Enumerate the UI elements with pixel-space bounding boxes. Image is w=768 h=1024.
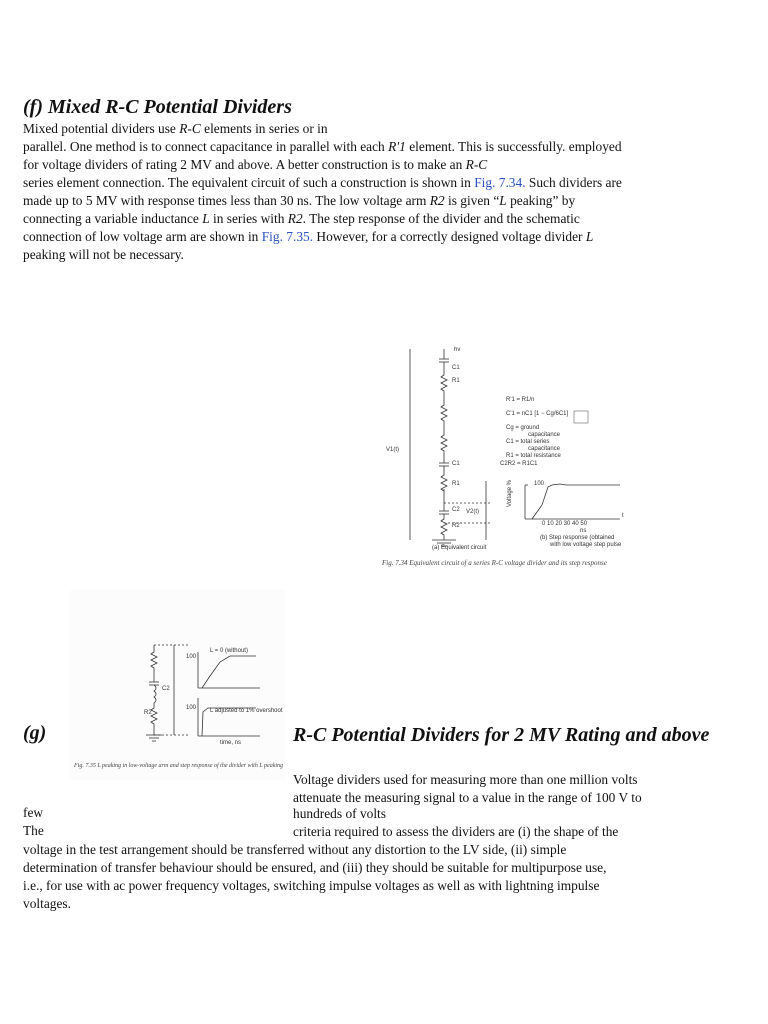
text-run: L: [202, 211, 210, 226]
text-run: is given “: [444, 193, 500, 208]
text-run: R2: [287, 211, 303, 226]
text-run: in series with: [209, 211, 288, 226]
text-run: elements in series or in: [200, 121, 328, 136]
section-g-body: [23, 841, 723, 913]
section-f-line: [23, 192, 723, 210]
text-run: made up to 5 MV with response times less than 30 ns. The low voltage arm: [23, 193, 430, 208]
fig35-top-note: L = 0 (without): [210, 648, 248, 654]
fig34-caption-b1: (b) Step response (obtained: [540, 535, 615, 541]
text-run: A better construction is to make an: [275, 157, 466, 172]
section-f-line: [23, 120, 723, 138]
text-run: R-C: [465, 157, 488, 172]
section-g-body-line: voltages.: [23, 896, 71, 911]
section-g-line-4-wrap: [293, 823, 618, 841]
figure-link[interactable]: Fig. 7.35.: [261, 229, 314, 244]
text-run: . The step response of the divider and the schematic: [302, 211, 580, 226]
fig34-legend-1: Cg = ground: [506, 425, 540, 431]
figure-7-35: [70, 590, 285, 780]
fig34-y100: 100: [534, 481, 545, 487]
fig35-y100-bottom: 100: [186, 705, 197, 711]
section-f-line: [23, 246, 723, 264]
text-run: connecting a variable inductance: [23, 211, 203, 226]
section-f-paragraph: [23, 120, 723, 264]
figure-7-34: [382, 335, 682, 575]
fig34-caption-a: (a) Equivalent circuit: [432, 545, 487, 551]
text-run: peaking” by: [506, 193, 576, 208]
fig34-label-r1b: R1: [452, 481, 460, 487]
fig34-label-v2: V2(t): [466, 509, 480, 515]
section-g-line-4: criteria required to assess the dividers are (i) the shape of the: [293, 824, 619, 839]
section-g-heading: R-C Potential Dividers for 2 MV Rating and above: [293, 724, 710, 746]
section-g-line-2: attenuate the measuring signal to a value in the range of 100 V to: [293, 790, 642, 805]
fig34-label-c1b: C1: [452, 461, 460, 467]
section-f-line: [23, 156, 723, 174]
fig34-tlabel: t: [622, 513, 624, 519]
section-g-body-line: i.e., for use with ac power frequency voltages, switching impulse voltages as well as with lightning impulse: [23, 878, 600, 893]
bracket-term: [574, 411, 588, 423]
section-g-label: (g): [23, 722, 47, 744]
section-g-body-line: determination of transfer behaviour should be ensured, and (iii) they should be suitable for multipurpose use,: [23, 860, 607, 875]
section-g-intro: [293, 771, 642, 807]
text-run: L: [585, 229, 594, 244]
fig34-caption-b2: with low voltage step pulse: [550, 542, 622, 548]
section-f-line: [23, 174, 723, 192]
text-run: connection of low voltage arm are shown in: [23, 229, 262, 244]
fig34-label-r1: R1: [452, 378, 460, 384]
text-run: series element connection. The equivalent circuit of such a construction is shown in: [23, 175, 475, 190]
fig34-label-v1: V1(t): [386, 447, 400, 453]
text-run: L: [499, 193, 507, 208]
fig34-legend-1b: capacitance: [528, 432, 561, 438]
fig34-xunit: ns: [580, 528, 587, 534]
fig34-label-c1: C1: [452, 365, 460, 371]
section-f-line: [23, 228, 723, 246]
text-run: peaking will not be necessary.: [23, 247, 184, 262]
text-run: However, for a correctly designed voltage divider: [313, 229, 586, 244]
text-run: R'1: [388, 139, 406, 154]
text-run: parallel. One method is to connect capacitance in parallel with each: [23, 139, 389, 154]
text-run: element. This is successfully. employed: [405, 139, 622, 154]
text-run: for voltage dividers of rating 2 MV and above.: [23, 157, 276, 172]
figure-7-34-caption: Fig. 7.34 Equivalent circuit of a series R-C voltage divider and its step response: [382, 559, 607, 567]
fig35-label-r2: R2: [144, 710, 152, 716]
fig34-legend-2: C1 = total series: [506, 439, 550, 445]
figure-7-35-caption: Fig. 7.35 L peaking in low-voltage arm and step response of the divider with L peaking: [74, 763, 284, 769]
fig35-label-c2: C2: [162, 686, 170, 692]
section-g-the: The: [23, 823, 44, 838]
fig34-eq2: C'1 = nC1 [1 − Cg/6C1]: [506, 411, 569, 417]
section-g-line-1: Voltage dividers used for measuring more than one million volts: [293, 772, 638, 787]
fig34-legend-3: R1 = total resistance: [506, 453, 561, 459]
fig34-label-r2: R2: [452, 523, 460, 529]
section-f-line: [23, 210, 723, 228]
section-g-few: few: [23, 805, 44, 820]
figure-link[interactable]: Fig. 7.34.: [474, 175, 526, 190]
fig34-legend-2b: capacitance: [528, 446, 561, 452]
text-run: Mixed potential dividers use: [23, 121, 180, 136]
figure-7-35-diagram: [70, 590, 285, 760]
text-run: R2: [429, 193, 445, 208]
section-f-line: [23, 138, 723, 156]
section-g-body-line: voltage in the test arrangement should be transferred without any distortion to the LV side, (ii) simple: [23, 842, 567, 857]
fig35-xunit: time, ns: [220, 740, 242, 746]
fig34-eq3: C2R2 = R1C1: [500, 461, 538, 467]
fig34-label-hv: hv: [454, 347, 461, 353]
section-f-heading: (f) Mixed R-C Potential Dividers: [23, 96, 292, 118]
fig35-bottom-note: L adjusted to 1% overshoot: [210, 708, 283, 714]
fig34-xticks: 0 10 20 30 40 50: [542, 521, 588, 527]
section-g-line-3-wrap: [293, 805, 386, 823]
text-run: Such dividers are: [525, 175, 622, 190]
fig35-y100-top: 100: [186, 654, 197, 660]
fig34-yaxis: Voltage %: [507, 479, 513, 507]
fig34-eq1: R'1 = R1/n: [506, 397, 535, 403]
section-g-line-3: hundreds of volts: [293, 806, 386, 821]
text-run: R-C: [179, 121, 201, 136]
fig34-label-c2: C2: [452, 507, 460, 513]
